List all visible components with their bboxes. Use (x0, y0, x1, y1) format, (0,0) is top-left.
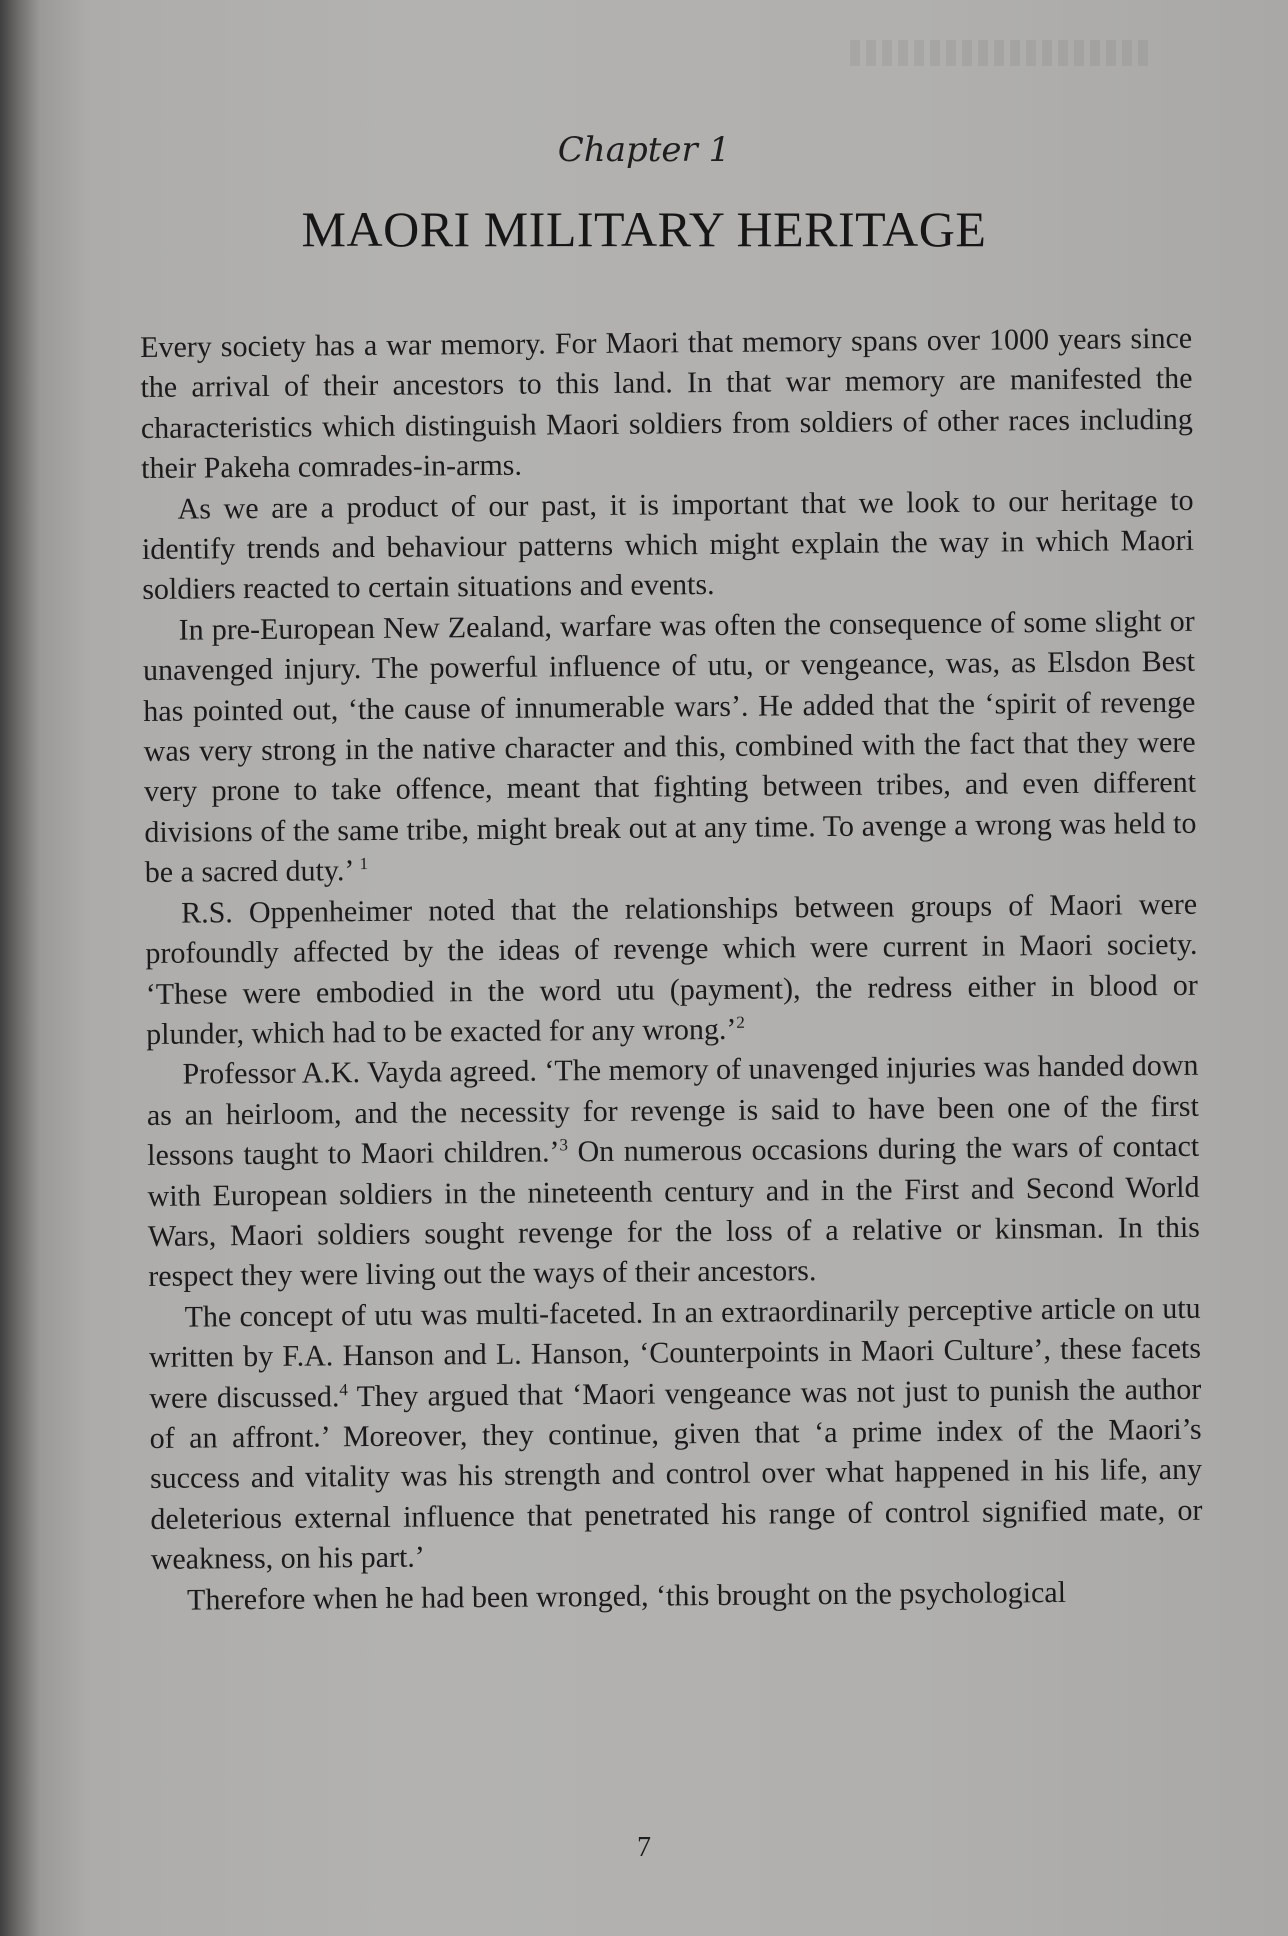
footnote-ref: 4 (339, 1379, 348, 1399)
chapter-body (140, 319, 1203, 1621)
chapter-title: MAORI MILITARY HERITAGE (301, 201, 987, 257)
footnote-ref: 3 (559, 1135, 569, 1155)
chapter-label: Chapter 1 (557, 130, 731, 170)
paragraph: In pre-European New Zealand, warfare was often the consequence of some slight or unavenged injury. The powerful influence of utu, or vengeance, was, as Elsdon Best has pointed out, ‘the cause of innumerable wars’. He added that the ‘spirit of revenge was very strong in the native character and this, combined with the fact that they were very prone to take offence, meant that fighting between tribes, and even different divisions of the same tribe, might break out at any time. To avenge a wrong was held to be a sacred duty.’ $^1$ (142, 604, 1197, 890)
footnote-ref: 2 (736, 1012, 745, 1032)
show-through-running-header (850, 40, 1150, 66)
paragraph: Therefore when he had been wronged, ‘this brought on the psychological (186, 1575, 1067, 1617)
paragraph: Professor A.K. Vayda agreed. ‘The memory of unavenged injuries was handed down as an heirloom, and the necessity for revenge is said to have been one of the first lessons taught to Maori children.’$^3$ On numerous occasions during the wars of contact with European soldiers in the nineteenth century and in the First and Second World Wars, Maori soldiers sought revenge for the loss of a relative or kinsman. In this respect they were living out the ways of their ancestors. (146, 1049, 1201, 1294)
paragraph: The concept of utu was multi-faceted. In an extraordinarily perceptive article on utu written by F.A. Hanson and L. Hanson, ‘Counterpoints in Maori Culture’, these facets were discussed.$^4$ They argued that ‘Maori vengeance was not just to punish the author of an affront.’ Moreover, they continue, given that ‘a prime index of the Maori’s success and vitality was his strength and control over what happened in his life, any deleterious external influence that penetrated his range of control signified mate, or weakness, on his part.’ (148, 1291, 1203, 1577)
paragraph: Every society has a war memory. For Maori that memory spans over 1000 years since the arrival of their ancestors to this land. In that war memory are manifested the characteristics which distinguish Maori soldiers from soldiers of other races including their Pakeha comrades-in-arms. (140, 321, 1193, 486)
page-number: 7 (637, 1832, 651, 1863)
paragraph: As we are a product of our past, it is important that we look to our heritage to identify trends and behaviour patterns which might explain the way in which Maori soldiers reacted to certain situations and events. (141, 483, 1195, 607)
paragraph: R.S. Oppenheimer noted that the relationships between groups of Maori were profoundly affected by the ideas of revenge which were current in Maori society. ‘These were embodied in the word utu (payment), the redress either in blood or plunder, which had to be exacted for any wrong.’$^2$ (145, 887, 1198, 1051)
footnote-ref: 1 (359, 854, 369, 874)
